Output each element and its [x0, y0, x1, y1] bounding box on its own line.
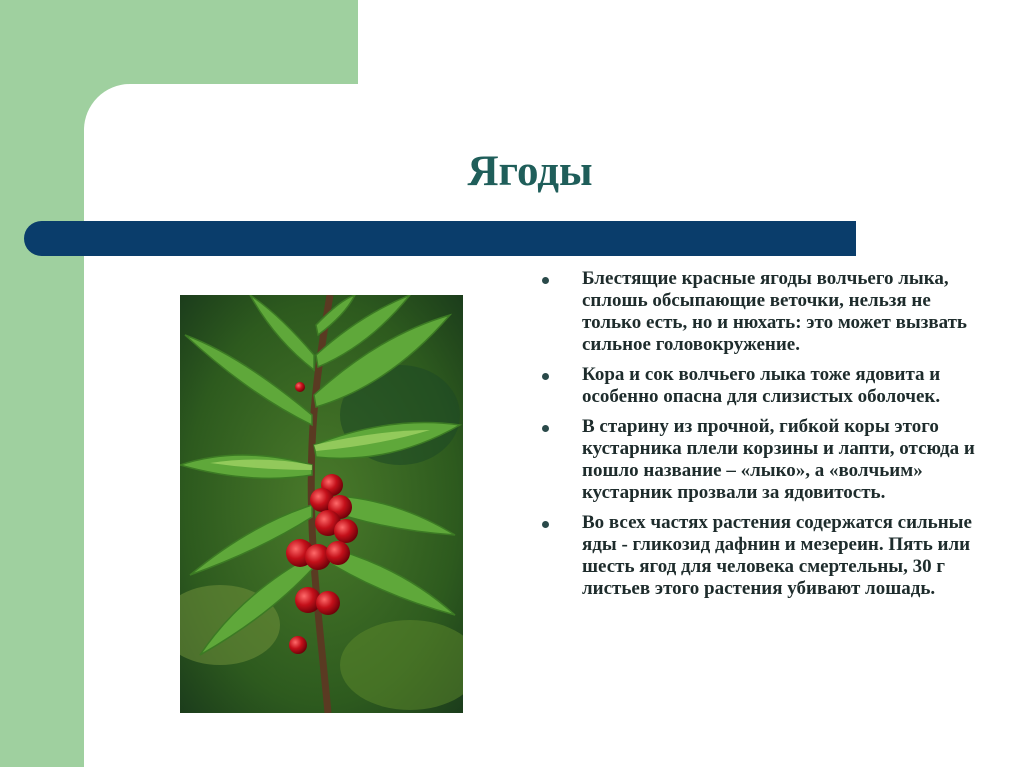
bullet-dot-icon: [542, 425, 549, 432]
berries-photo: [180, 295, 463, 713]
bullet-text: В старину из прочной, гибкой коры этого кустарника плели корзины и лапти, отсюда и пошло название – «лыко», а «волчьим» кустарник прозвали за ядовитость.: [582, 416, 975, 503]
bullet-item: [538, 512, 978, 600]
bullet-text: Кора и сок волчьего лыка тоже ядовита и особенно опасна для слизистых оболочек.: [582, 364, 941, 407]
slide-title: Ягоды: [467, 148, 593, 195]
bullet-text: Во всех частях растения содержатся сильные яды - гликозид дафнин и мезереин. Пять или шесть ягод для человека смертельны, 30 г листьев этого растения убивают лошадь.: [582, 512, 972, 599]
bullet-item: [538, 268, 978, 356]
berries-photo-image: [180, 295, 463, 713]
bullet-item: [538, 364, 978, 408]
bullet-text: Блестящие красные ягоды волчьего лыка, сплошь обсыпающие веточки, нельзя не только есть, но и нюхать: это может вызвать сильное головокружение.: [582, 268, 967, 355]
bullet-list: [538, 268, 978, 608]
bullet-dot-icon: [542, 521, 549, 528]
bullet-dot-icon: [542, 277, 549, 284]
bullet-dot-icon: [542, 373, 549, 380]
bullet-item: [538, 416, 978, 504]
title-underline-bar: [24, 221, 856, 256]
